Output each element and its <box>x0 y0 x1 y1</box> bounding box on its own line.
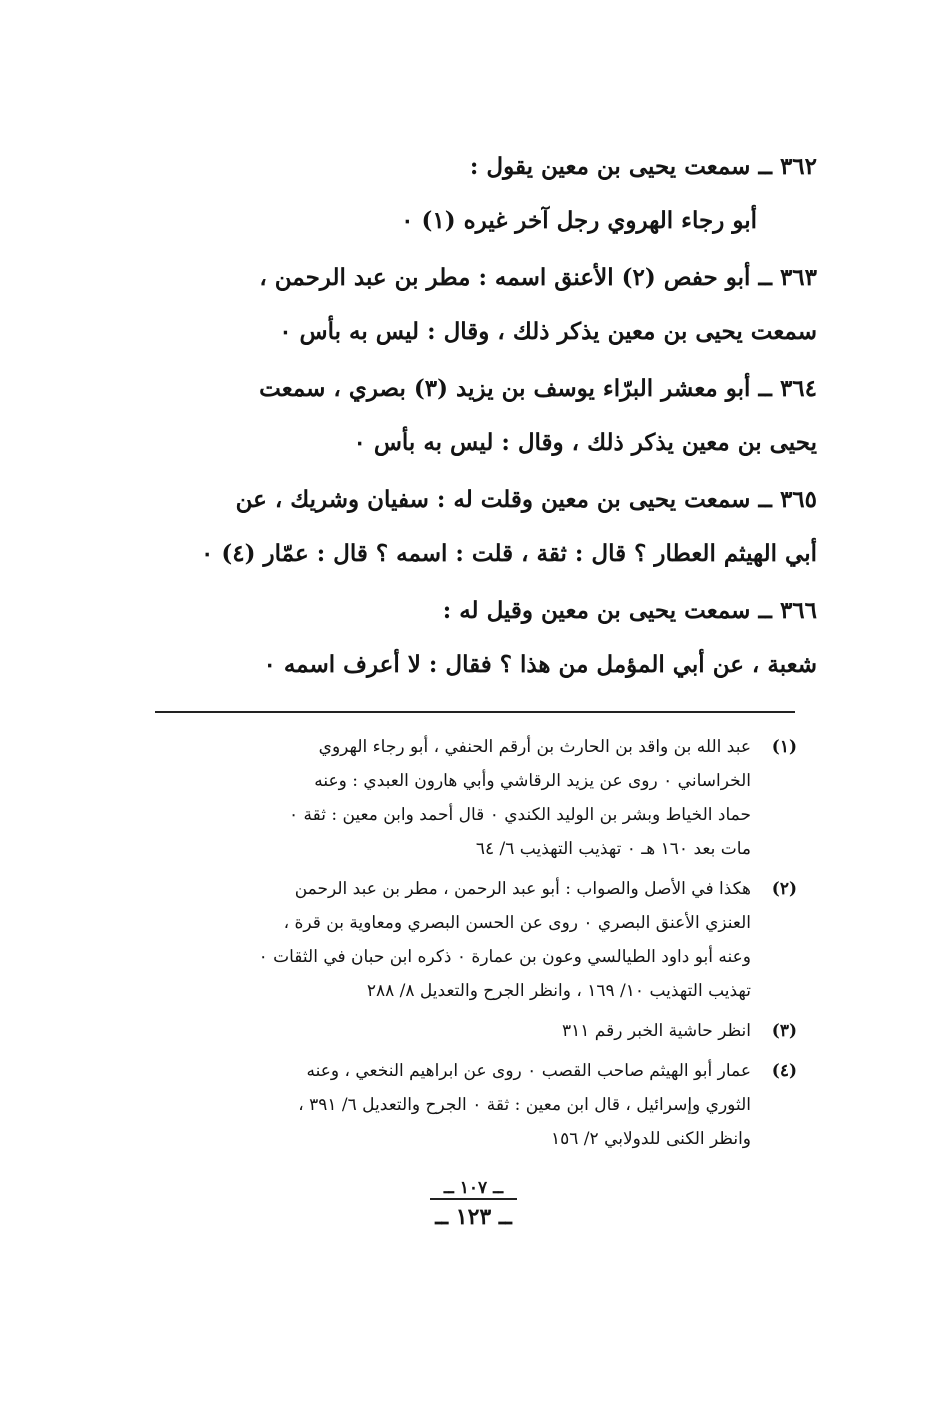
entry-line: يحيى بن معين يذكر ذلك ، وقال : ليس به بأس ٠ <box>353 429 817 456</box>
footnote-line: الخراساني ٠ روى عن يزيد الرقاشي وأبي هارون العبدي : وعنه <box>314 771 751 791</box>
entry-line: أبي الهيثم العطار ؟ قال : ثقة ، قلت : اسمه ؟ قال : عمّار (٤) ٠ <box>201 540 817 567</box>
footnote-3 <box>147 1014 797 1048</box>
entry-line: ٣٦٦ ــ سمعت يحيى بن معين وقيل له : <box>442 597 817 624</box>
footnote-number: (٢) <box>771 879 797 899</box>
entry-363 <box>137 251 817 359</box>
entry-line: ٣٦٥ ــ سمعت يحيى بن معين وقلت له : سفيان وشريك ، عن <box>235 486 817 513</box>
main-text <box>137 140 817 695</box>
footnote-divider <box>155 711 795 713</box>
footnote-line: وانظر الكنى للدولابي ٢/ ١٥٦ <box>550 1129 751 1149</box>
footnote-line: هكذا في الأصل والصواب : أبو عبد الرحمن ، مطر بن عبد الرحمن <box>294 879 751 899</box>
footnote-number: (١) <box>771 737 797 757</box>
entry-365 <box>137 473 817 581</box>
footnotes <box>147 730 797 1162</box>
footnote-line: حماد الخياط وبشر بن الوليد الكندي ٠ قال أحمد وابن معين : ثقة ٠ <box>288 805 751 825</box>
footnote-2 <box>147 872 797 1008</box>
footnote-line: انظر حاشية الخبر رقم ٣١١ <box>561 1021 751 1041</box>
footnote-text <box>147 872 751 1008</box>
footnote-line: مات بعد ١٦٠ هـ ٠ تهذيب التهذيب ٦/ ٦٤ <box>475 839 751 859</box>
entry-line: ٣٦٣ ــ أبو حفص (٢) الأعنق اسمه : مطر بن عبد الرحمن ، <box>259 264 817 291</box>
entry-line: سمعت يحيى بن معين يذكر ذلك ، وقال : ليس به بأس ٠ <box>279 318 817 345</box>
footnote-text <box>147 1014 751 1048</box>
original-page-number: ــ ١٠٧ ــ <box>430 1178 517 1200</box>
entry-364 <box>137 362 817 470</box>
footnote-line: وعنه أبو داود الطيالسي وعون بن عمارة ٠ ذكره ابن حبان في الثقات ٠ <box>258 947 751 967</box>
footnote-line: تهذيب التهذيب ١٠/ ١٦٩ ، وانظر الجرح والتعديل ٨/ ٢٨٨ <box>366 981 751 1001</box>
entry-line: ٣٦٢ ــ سمعت يحيى بن معين يقول : <box>469 153 817 180</box>
footnote-line: الثوري وإسرائيل ، قال ابن معين : ثقة ٠ الجرح والتعديل ٦/ ٣٩١ ، <box>298 1095 751 1115</box>
entry-line: ٣٦٤ ــ أبو معشر البرّاء يوسف بن يزيد (٣) بصري ، سمعت <box>259 375 817 402</box>
footnote-text <box>147 730 751 866</box>
entry-366 <box>137 584 817 692</box>
footnote-1 <box>147 730 797 866</box>
page-number-block <box>0 1178 947 1230</box>
entry-362 <box>137 140 817 248</box>
footnote-line: العنزي الأعنق البصري ٠ روى عن الحسن البصري ومعاوية بن قرة ، <box>283 913 751 933</box>
footnote-text <box>147 1054 751 1156</box>
entry-line: أبو رجاء الهروي رجل آخر غيره (١) ٠ <box>401 207 757 234</box>
footnote-line: عبد الله بن واقد بن الحارث بن أرقم الحنفي ، أبو رجاء الهروي <box>318 737 751 757</box>
footnote-4 <box>147 1054 797 1156</box>
footnote-line: عمار أبو الهيثم صاحب القصب ٠ روى عن ابراهيم النخعي ، وعنه <box>306 1061 751 1081</box>
footnote-number: (٤) <box>771 1061 797 1081</box>
entry-line: شعبة ، عن أبي المؤمل من هذا ؟ فقال : لا أعرف اسمه ٠ <box>263 651 817 678</box>
footnote-number: (٣) <box>771 1021 797 1041</box>
page-number: ــ ١٢٣ ــ <box>435 1204 512 1230</box>
